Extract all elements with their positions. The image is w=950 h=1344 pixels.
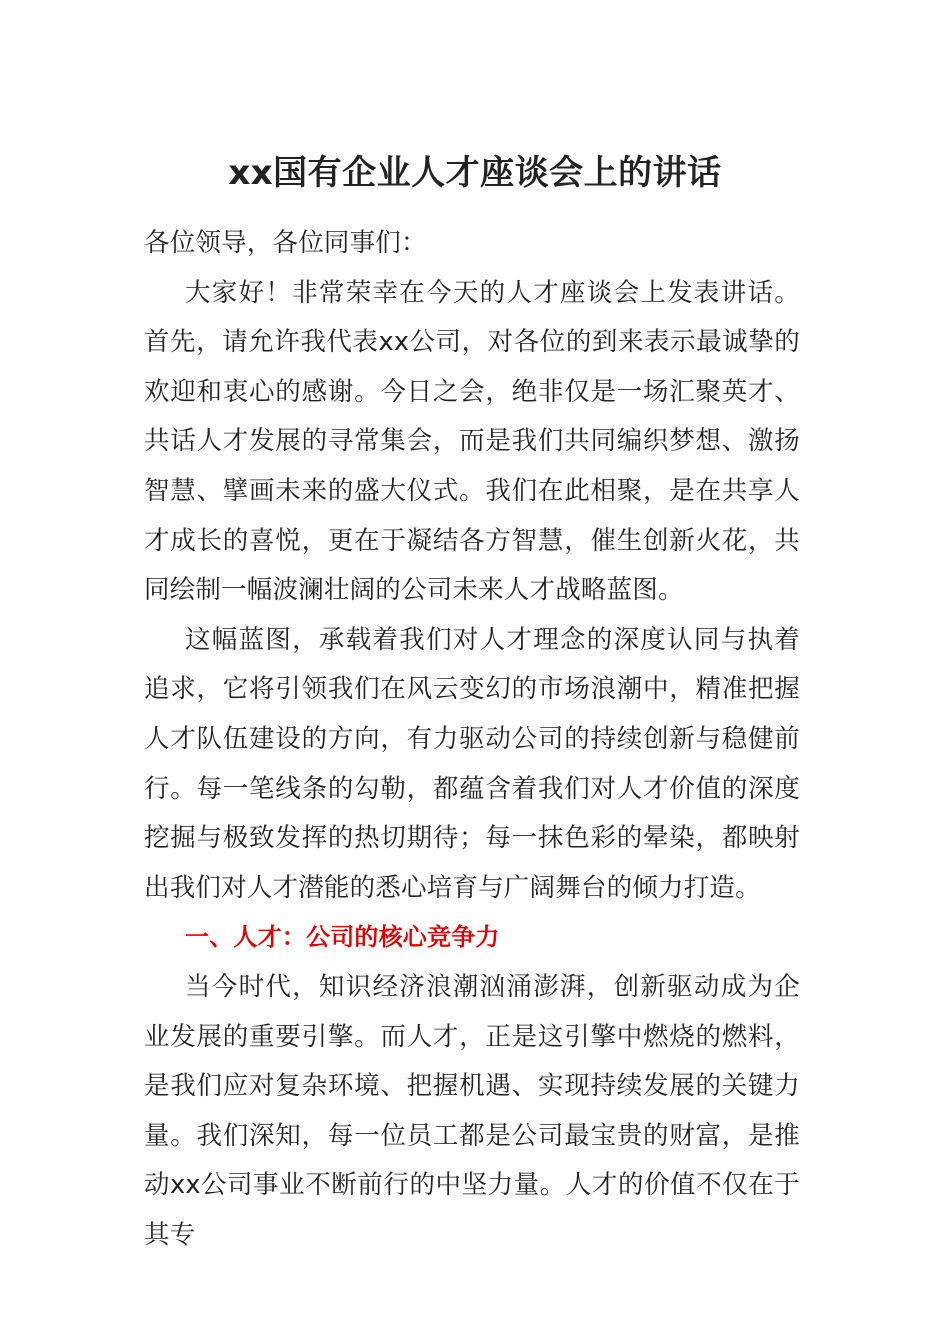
section-heading: 一、人才：公司的核心竞争力	[185, 923, 500, 952]
document-body	[144, 219, 800, 1260]
paragraph-blueprint: 这幅蓝图，承载着我们对人才理念的深度认同与执着追求，它将引领我们在风云变幻的市场浪潮中，精准把握人才队伍建设的方向，有力驱动公司的持续创新与稳健前行。每一笔线条的勾勒，都蕴含着我们对人才价值的深度挖掘与极致发挥的热切期待；每一抹色彩的晕染，都映射出我们对人才潜能的悉心培育与广阔舞台的倾力打造。	[144, 624, 800, 903]
paragraph-opening: 大家好！非常荣幸在今天的人才座谈会上发表讲话。首先，请允许我代表xx公司，对各位的到来表示最诚挚的欢迎和衷心的感谢。今日之会，绝非仅是一场汇聚英才、共话人才发展的寻常集会，而是我们共同编织梦想、激扬智慧、擘画未来的盛大仪式。我们在此相聚，是在共享人才成长的喜悦，更在于凝结各方智慧，催生创新火花，共同绘制一幅波澜壮阔的公司未来人才战略蓝图。	[144, 277, 800, 606]
salutation: 各位领导，各位同事们：	[144, 228, 427, 258]
paragraph-section-1: 当今时代，知识经济浪潮汹涌澎湃，创新驱动成为企业发展的重要引擎。而人才，正是这引擎中燃烧的燃料，是我们应对复杂环境、把握机遇、实现持续发展的关键力量。我们深知，每一位员工都是公司最宝贵的财富，是推动xx公司事业不断前行的中坚力量。人才的价值不仅在于其专	[144, 971, 800, 1250]
document-title: xx国有企业人才座谈会上的讲话	[228, 153, 722, 193]
